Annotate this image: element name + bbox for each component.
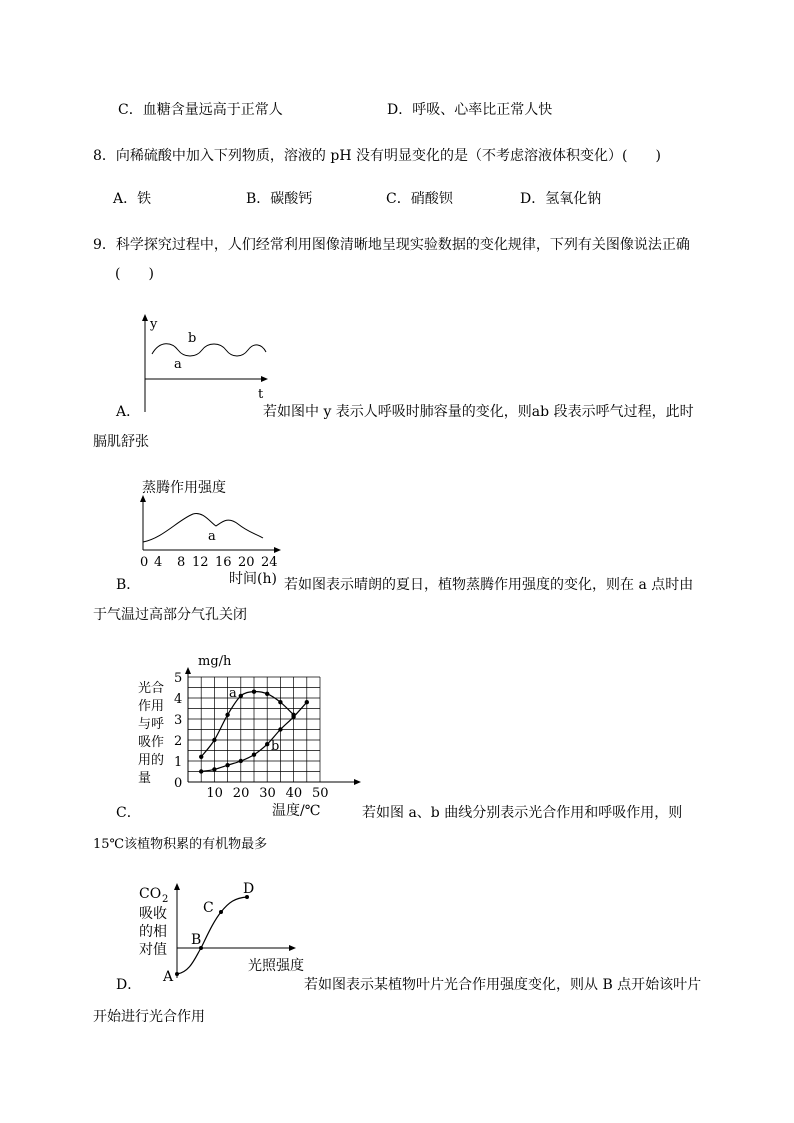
q9-c-text: 若如图 a、b 曲线分别表示光合作用和呼吸作用，则	[362, 805, 683, 821]
x-axis-arrow	[354, 779, 361, 785]
figure-c-y-label-line: 吸作	[138, 735, 165, 750]
figure-a-point-a: a	[174, 357, 182, 372]
figure-a-x-label: t	[258, 387, 264, 402]
q9-c-letter: C．	[116, 805, 141, 821]
data-point-a	[239, 694, 243, 698]
data-point-a	[278, 700, 282, 704]
q9-d-letter: D．	[116, 977, 142, 993]
y-tick-label: 0	[174, 776, 183, 791]
figure-b-y-label: 蒸腾作用强度	[142, 480, 226, 496]
figure-d-point-a: A	[163, 969, 174, 985]
data-point-b	[265, 742, 269, 746]
q9-b-text2: 于气温过高部分气孔关闭	[93, 607, 247, 623]
figure-b-tick: 24	[261, 555, 278, 570]
figure-b-tick: 0	[140, 555, 149, 570]
q9-d-text: 若如图表示某植物叶片光合作用强度变化，则从 B 点开始该叶片	[304, 977, 702, 993]
y-tick-label: 3	[174, 713, 183, 728]
data-point-b	[225, 763, 229, 767]
x-tick-label: 20	[232, 786, 250, 801]
q7-option-c: C．血糖含量远高于正常人	[118, 102, 283, 118]
figure-d-y-label-line: 的相	[139, 924, 167, 940]
x-tick-label: 40	[285, 786, 303, 801]
q9-d-text2: 开始进行光合作用	[93, 1009, 205, 1025]
q8-option-a: A．铁	[113, 191, 152, 207]
data-point-b	[278, 727, 282, 731]
figure-d-co2-label: CO	[139, 886, 162, 902]
figure-c-x-label: 温度/℃	[272, 803, 321, 819]
figure-b-tick: 4	[154, 555, 163, 570]
figure-d-y-label-line: 吸收	[139, 906, 167, 922]
q8-stem: 8．向稀硫酸中加入下列物质，溶液的 pH 没有明显变化的是（不考虑溶液体积变化）( )	[93, 148, 661, 164]
figure-d-point-d: D	[243, 881, 255, 897]
figure-d-point-c: C	[203, 900, 214, 916]
figure-c-y-label-line: 作用	[138, 699, 165, 714]
figure-c-unit: mg/h	[198, 654, 232, 669]
q8-option-d: D．氢氧化钠	[520, 191, 602, 207]
data-point-b	[199, 769, 203, 773]
q9-stem: 9．科学探究过程中，人们经常利用图像清晰地呈现实验数据的变化规律，下列有关图像说法正确	[93, 237, 690, 253]
x-tick-label: 50	[312, 786, 329, 801]
data-point-b	[291, 715, 295, 719]
figure-c-y-label	[138, 680, 164, 786]
figure-c-y-label-line: 与呼	[138, 717, 165, 732]
data-point-b	[239, 759, 243, 763]
figure-c-y-label-line: 光合	[138, 681, 165, 696]
figure-d-y-label-line: 对值	[139, 942, 167, 958]
q9-a-letter: A．	[116, 404, 141, 420]
figure-d-x-label: 光照强度	[248, 958, 304, 974]
q9-c-text2: 15℃该植物积累的有机物最多	[93, 837, 268, 852]
figure-a-y-label: y	[150, 317, 158, 332]
data-point-a	[199, 755, 203, 759]
figure-a-point-b: b	[188, 331, 197, 346]
q8-option-c: C．硝酸钡	[386, 191, 453, 207]
figure-b	[138, 478, 288, 588]
data-point-a	[252, 690, 256, 694]
q9-a-text2: 膈肌舒张	[93, 434, 149, 450]
figure-d	[135, 878, 310, 988]
y-tick-label: 2	[174, 734, 183, 749]
figure-b-tick: 20	[238, 555, 255, 570]
data-point-b	[305, 700, 309, 704]
figure-d-point-b: B	[191, 932, 202, 948]
q8-option-b: B．碳酸钙	[246, 191, 313, 207]
data-point-a	[212, 738, 216, 742]
q9-bracket: ( )	[115, 266, 154, 282]
x-tick-label: 10	[206, 786, 223, 801]
figure-b-point-a: a	[208, 529, 216, 544]
q9-a-text: 若如图中 y 表示人呼吸时肺容量的变化，则ab 段表示呼气过程，此时	[263, 404, 694, 420]
figure-c-curve-a-label: a	[229, 686, 237, 701]
q9-b-text: 若如图表示晴朗的夏日，植物蒸腾作用强度的变化，则在 a 点时由	[284, 577, 694, 593]
y-tick-label: 5	[174, 671, 183, 686]
figure-c-y-label-line: 用的	[138, 753, 165, 768]
y-tick-label: 1	[174, 755, 183, 770]
x-tick-label: 30	[259, 786, 276, 801]
data-point-b	[212, 767, 216, 771]
figure-c	[130, 650, 370, 820]
figure-a	[140, 312, 270, 412]
q9-b-letter: B．	[116, 577, 141, 593]
figure-c-axes	[185, 667, 361, 785]
data-point-a	[225, 713, 229, 717]
figure-b-x-label: 时间(h)	[229, 571, 277, 587]
data-point-a	[265, 692, 269, 696]
figure-c-curve-b-label: b	[271, 739, 280, 754]
figure-d-co2-subscript: 2	[162, 894, 169, 905]
figure-b-tick: 8	[177, 555, 186, 570]
y-tick-label: 4	[174, 692, 183, 707]
y-axis-arrow	[185, 667, 191, 674]
figure-c-y-label-line: 量	[138, 771, 152, 786]
figure-b-tick: 16	[215, 555, 232, 570]
data-point-b	[252, 753, 256, 757]
q7-option-d: D．呼吸、心率比正常人快	[387, 102, 553, 118]
figure-b-tick: 12	[192, 555, 209, 570]
